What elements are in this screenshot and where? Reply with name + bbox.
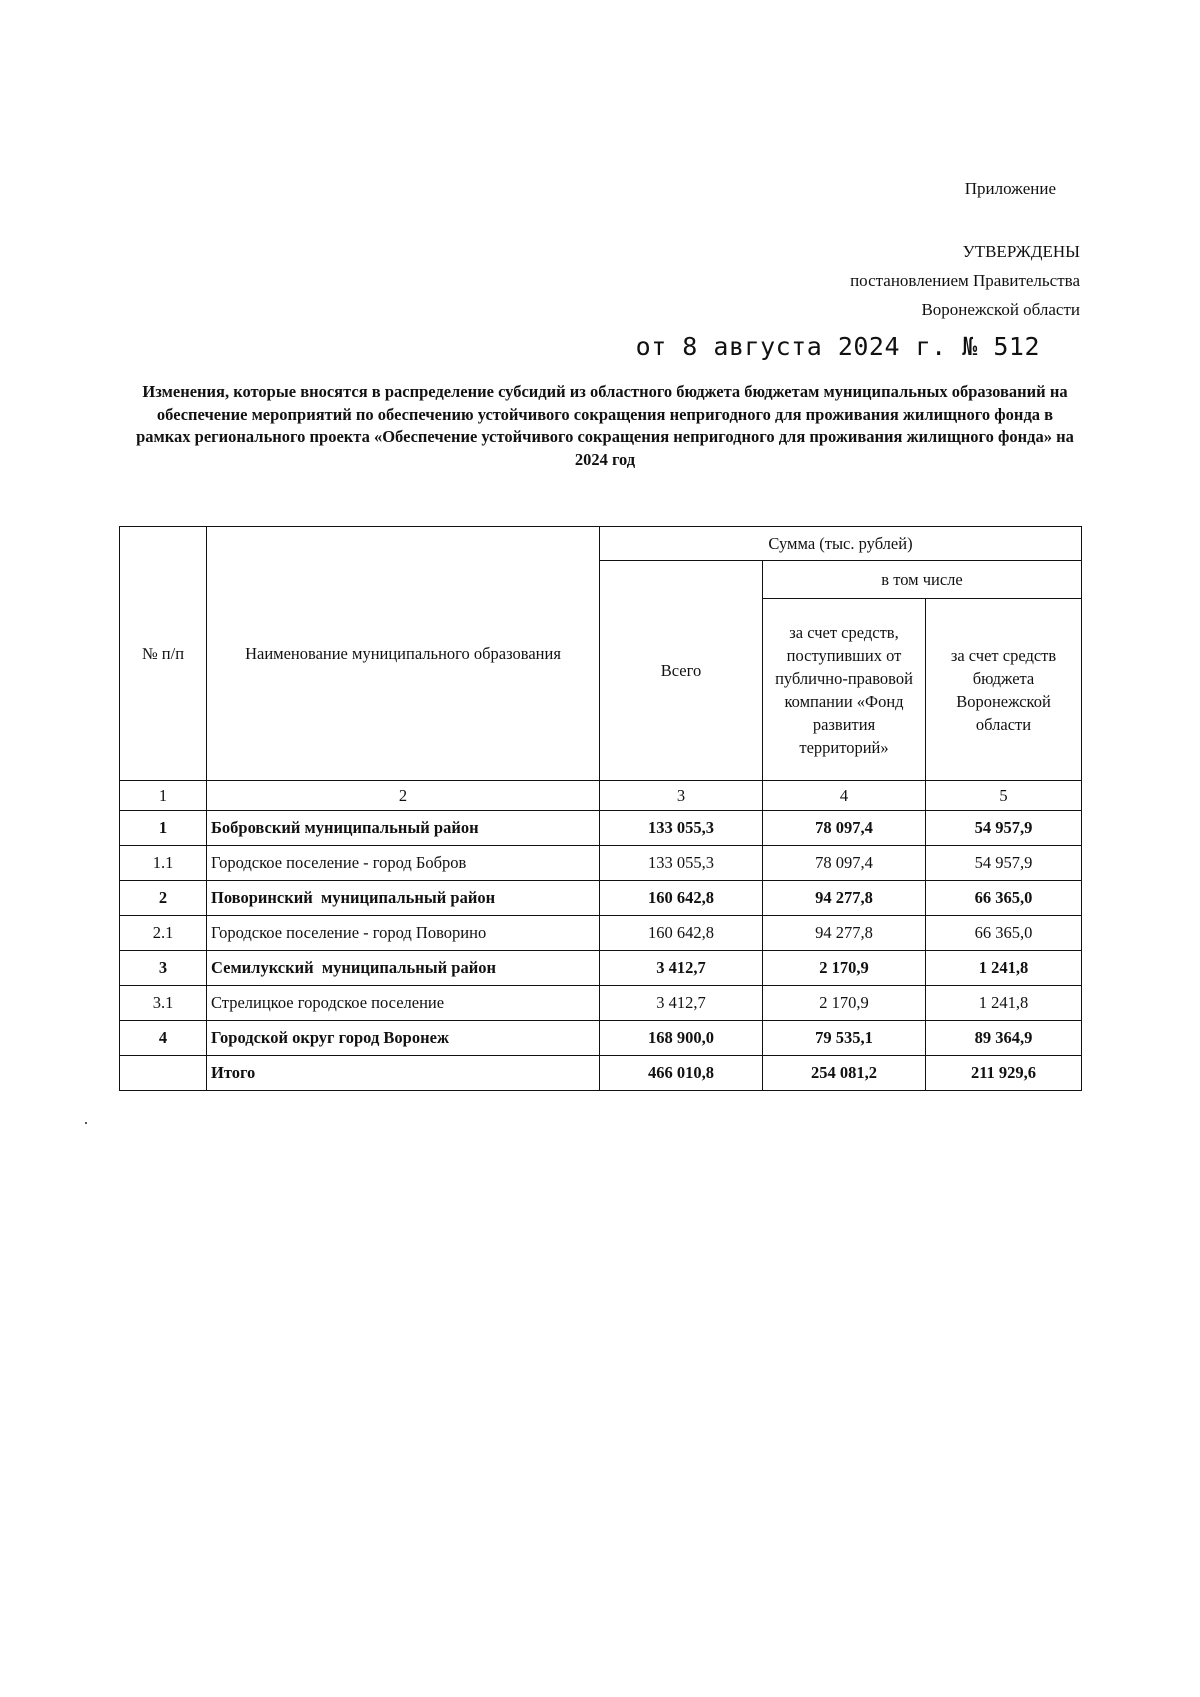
column-number: 5 (926, 781, 1082, 811)
cell-name: Поворинский муниципальный район (207, 881, 600, 916)
cell-total: 168 900,0 (600, 1021, 763, 1056)
cell-number-empty (120, 1056, 207, 1091)
cell-fund: 2 170,9 (763, 986, 926, 1021)
cell-number: 2.1 (120, 916, 207, 951)
column-number: 2 (207, 781, 600, 811)
header-number: № п/п (120, 527, 207, 781)
cell-fund: 78 097,4 (763, 811, 926, 846)
table-row (120, 881, 1082, 916)
approval-block (760, 237, 1080, 324)
cell-fund: 94 277,8 (763, 916, 926, 951)
column-number: 1 (120, 781, 207, 811)
cell-fund: 79 535,1 (763, 1021, 926, 1056)
decree-date-number: от 8 августа 2024 г. № 512 (635, 332, 1040, 361)
table-row (120, 846, 1082, 881)
cell-number: 3.1 (120, 986, 207, 1021)
header-fund: за счет средств, поступивших от публично-правовой компании «Фонд развития территорий» (763, 599, 926, 781)
cell-name: Городское поселение - город Бобров (207, 846, 600, 881)
table-header (120, 527, 1082, 811)
total-row (120, 1056, 1082, 1091)
table-row (120, 811, 1082, 846)
table-row (120, 986, 1082, 1021)
approved-label: УТВЕРЖДЕНЫ (962, 242, 1080, 261)
subsidy-table (119, 526, 1082, 1091)
cell-fund: 78 097,4 (763, 846, 926, 881)
cell-number: 4 (120, 1021, 207, 1056)
cell-total: 3 412,7 (600, 986, 763, 1021)
table-row (120, 951, 1082, 986)
cell-fund: 2 170,9 (763, 951, 926, 986)
header-sum: Сумма (тыс. рублей) (600, 527, 1082, 561)
table-body (120, 811, 1082, 1091)
appendix-label: Приложение (964, 179, 1056, 198)
cell-budget: 54 957,9 (926, 811, 1082, 846)
cell-name: Городской округ город Воронеж (207, 1021, 600, 1056)
cell-number: 1 (120, 811, 207, 846)
total-label: Итого (207, 1056, 600, 1091)
cell-budget: 66 365,0 (926, 916, 1082, 951)
cell-total: 133 055,3 (600, 846, 763, 881)
column-number: 3 (600, 781, 763, 811)
cell-number: 2 (120, 881, 207, 916)
cell-number: 3 (120, 951, 207, 986)
header-total: Всего (600, 561, 763, 781)
table-row (120, 916, 1082, 951)
total-budget: 211 929,6 (926, 1056, 1082, 1091)
cell-number: 1.1 (120, 846, 207, 881)
column-number: 4 (763, 781, 926, 811)
cell-total: 160 642,8 (600, 916, 763, 951)
cell-budget: 1 241,8 (926, 986, 1082, 1021)
total-fund: 254 081,2 (763, 1056, 926, 1091)
cell-budget: 54 957,9 (926, 846, 1082, 881)
cell-name: Городское поселение - город Поворино (207, 916, 600, 951)
header-including: в том числе (763, 561, 1082, 599)
cell-budget: 1 241,8 (926, 951, 1082, 986)
cell-budget: 89 364,9 (926, 1021, 1082, 1056)
cell-name: Семилукский муниципальный район (207, 951, 600, 986)
header-regional-budget: за счет средств бюджета Воронежской области (926, 599, 1082, 781)
approved-by-line-2: Воронежской области (921, 300, 1080, 319)
total-sum: 466 010,8 (600, 1056, 763, 1091)
cell-name: Стрелицкое городское поселение (207, 986, 600, 1021)
scan-speck (85, 1122, 87, 1124)
approved-by-line-1: постановлением Правительства (850, 271, 1080, 290)
document-title: Изменения, которые вносятся в распределение субсидий из областного бюджета бюджетам муниципальных образований на обеспечение мероприятий по обеспечению устойчивого сокращения непригодного для проживания жилищного фонда в рамках регионального проекта «Обеспечение устойчивого сокращения непригодного для проживания жилищного фонда» на 2024 год (136, 382, 1074, 469)
cell-budget: 66 365,0 (926, 881, 1082, 916)
header-name: Наименование муниципального образования (207, 527, 600, 781)
cell-fund: 94 277,8 (763, 881, 926, 916)
cell-name: Бобровский муниципальный район (207, 811, 600, 846)
table-row (120, 1021, 1082, 1056)
cell-total: 3 412,7 (600, 951, 763, 986)
cell-total: 160 642,8 (600, 881, 763, 916)
cell-total: 133 055,3 (600, 811, 763, 846)
